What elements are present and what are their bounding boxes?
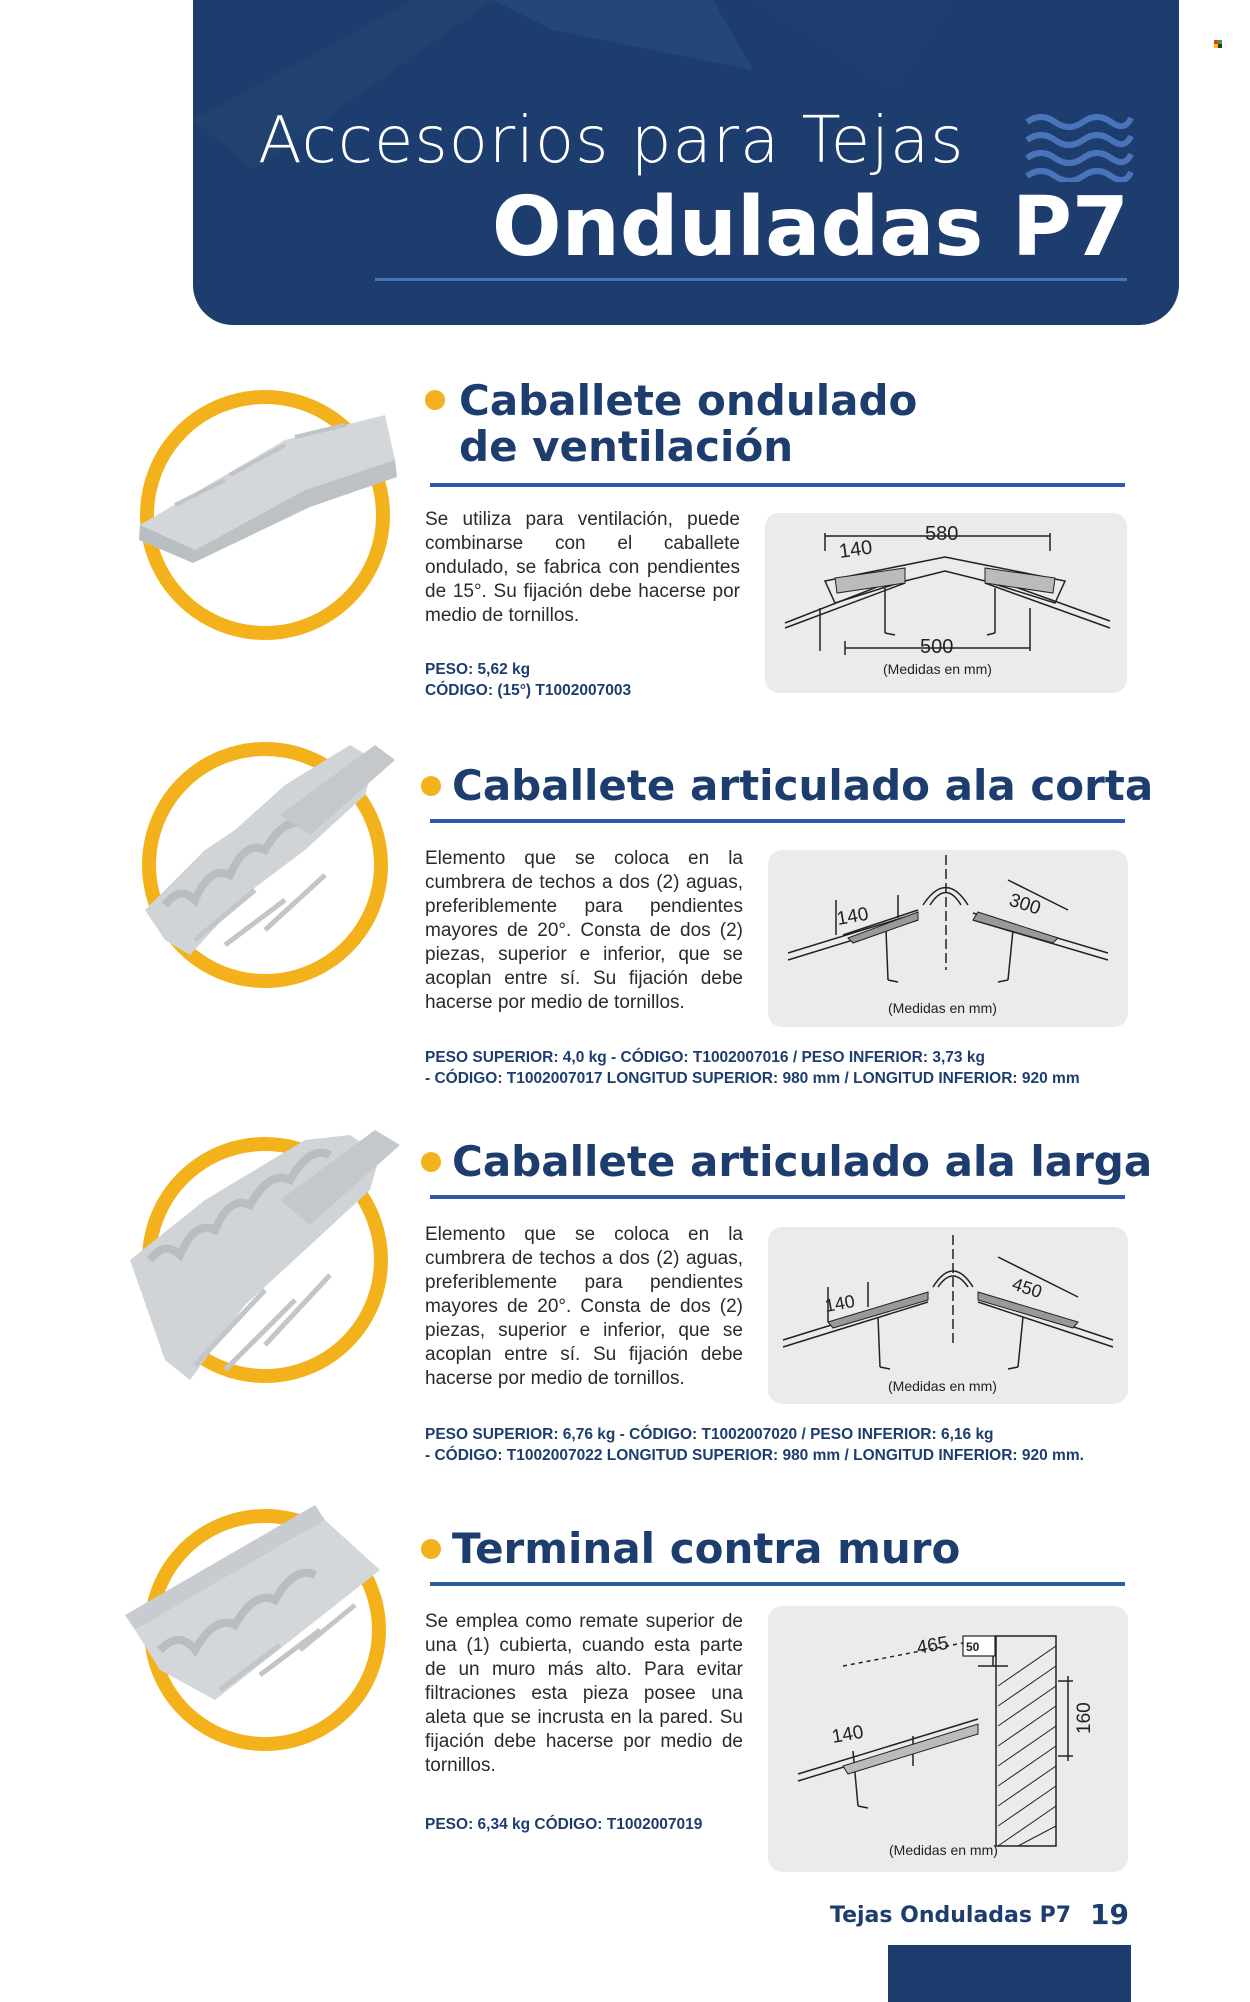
dimension-label-140: 140 — [830, 1721, 866, 1748]
dimension-label-140: 140 — [835, 903, 871, 930]
dimension-label-140: 140 — [837, 536, 874, 563]
product-spec-line2: - CÓDIGO: T1002007022 LONGITUD SUPERIOR: 980 mm / LONGITUD INFERIOR: 920 mm. — [425, 1447, 1084, 1464]
section-divider — [430, 1582, 1125, 1586]
bullet-icon — [421, 1152, 441, 1172]
dimension-label-450: 450 — [1009, 1273, 1045, 1303]
product-description: Se emplea como remate superior de una (1) cubierta, cuando esta parte de un muro más alto. Para evitar filtraciones esta pieza posee una aleta que se incrusta en la pared. Su fijación debe hacerse por medio de tornillos. — [425, 1611, 743, 1776]
footer-label: Tejas Onduladas P7 — [830, 1903, 1072, 1928]
dimension-label-160: 160 — [1074, 1702, 1095, 1734]
product-description: Se utiliza para ventilación, puede combinarse con el caballete ondulado, se fabrica con pendientes de 15°. Su fijación debe hacerse por medio de tornillos. — [425, 509, 740, 626]
product-code: CÓDIGO: (15°) T1002007003 — [425, 682, 632, 699]
page-number: 19 — [1090, 1898, 1129, 1931]
product-spec-line1: PESO SUPERIOR: 4,0 kg - CÓDIGO: T1002007016 / PESO INFERIOR: 3,73 kg — [425, 1049, 985, 1066]
registration-mark-icon — [1214, 40, 1222, 48]
dimension-label-50: 50 — [966, 1640, 980, 1654]
section-title: Terminal contra muro — [452, 1524, 961, 1573]
dimension-diagram — [768, 850, 1128, 1027]
dimension-diagram — [768, 1606, 1128, 1872]
caballete-ala-corta-image — [135, 740, 405, 990]
terminal-contra-muro-image — [120, 1500, 410, 1760]
section-title: Caballete articulado ala larga — [452, 1137, 1153, 1186]
caballete-ala-larga-image — [125, 1130, 410, 1390]
page-title-line2: Onduladas P7 — [491, 180, 1129, 275]
bullet-icon — [425, 390, 445, 410]
section-divider — [430, 1195, 1125, 1199]
section-divider — [430, 483, 1125, 487]
units-label: (Medidas en mm) — [883, 661, 992, 677]
product-description: Elemento que se coloca en la cumbrera de techos a dos (2) aguas, preferiblemente para pendientes mayores de 20°. Consta de dos (2) piezas, superior e inferior, que se acoplan entre sí. Su fijación debe hacerse por medio de tornillos. — [425, 1224, 743, 1389]
page-header — [193, 0, 1179, 325]
units-label: (Medidas en mm) — [889, 1842, 998, 1858]
product-spec: PESO: 6,34 kg CÓDIGO: T1002007019 — [425, 1816, 703, 1833]
dimension-diagram — [768, 1227, 1128, 1404]
dimension-label-300: 300 — [1006, 889, 1044, 920]
caballete-ventilacion-image — [135, 385, 400, 645]
dimension-label-580: 580 — [925, 523, 959, 545]
title-divider — [375, 278, 1127, 281]
section-title: Caballete articulado ala corta — [452, 761, 1154, 810]
dimension-label-140: 140 — [823, 1291, 857, 1316]
product-spec-line1: PESO SUPERIOR: 6,76 kg - CÓDIGO: T1002007020 / PESO INFERIOR: 6,16 kg — [425, 1426, 994, 1443]
section-title-line1: Caballete ondulado — [459, 376, 918, 425]
bullet-icon — [421, 776, 441, 796]
dimension-diagram — [765, 513, 1127, 693]
waves-icon — [1023, 112, 1135, 182]
units-label: (Medidas en mm) — [888, 1378, 997, 1394]
bullet-icon — [421, 1539, 441, 1559]
dimension-label-465: 465 — [915, 1632, 951, 1659]
page-title-line1: Accesorios para Tejas — [258, 104, 965, 178]
dimension-label-500: 500 — [920, 636, 954, 658]
footer-bar — [888, 1945, 1131, 2002]
product-description: Elemento que se coloca en la cumbrera de techos a dos (2) aguas, preferiblemente para pendientes mayores de 20°. Consta de dos (2) piezas, superior e inferior, que se acoplan entre sí. Su fijación debe hacerse por medio de tornillos. — [425, 848, 743, 1013]
units-label: (Medidas en mm) — [888, 1000, 997, 1016]
section-divider — [430, 819, 1125, 823]
product-weight: PESO: 5,62 kg — [425, 661, 531, 678]
section-title-line2: de ventilación — [459, 422, 794, 471]
product-spec-line2: - CÓDIGO: T1002007017 LONGITUD SUPERIOR: 980 mm / LONGITUD INFERIOR: 920 mm — [425, 1070, 1080, 1087]
